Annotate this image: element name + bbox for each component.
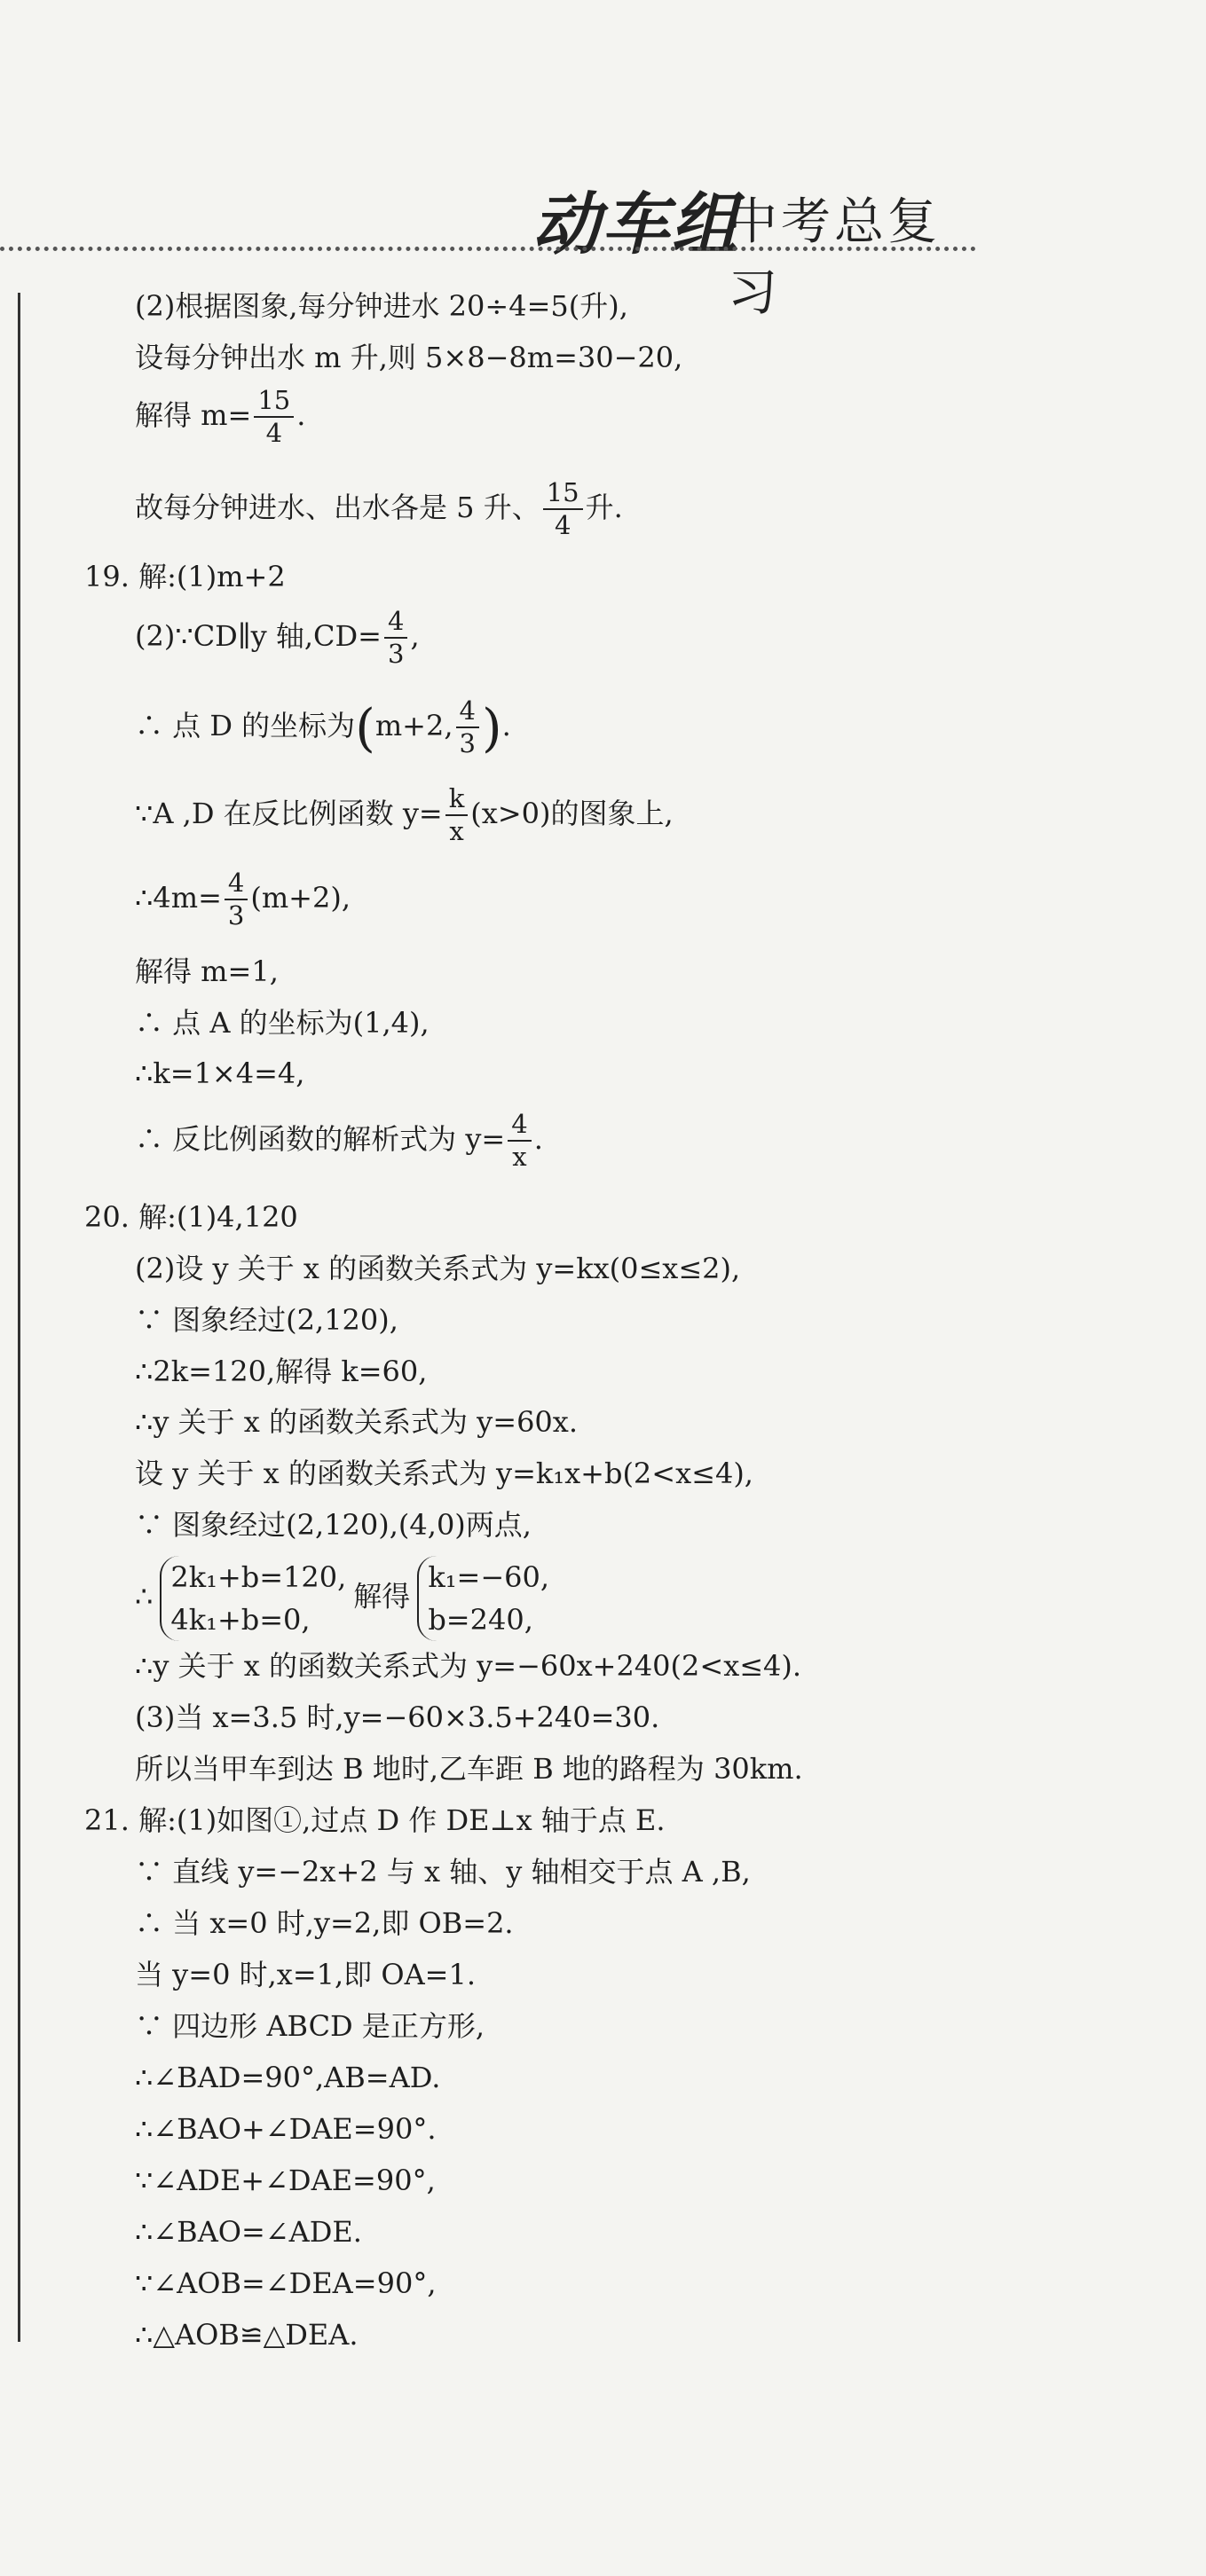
fraction-denominator: 4	[265, 418, 283, 449]
fraction-numerator: 15	[543, 479, 583, 510]
left-paren: (	[355, 697, 375, 758]
line-text: ∴y 关于 x 的函数关系式为 y=−60x+240(2<x≤4).	[135, 1649, 802, 1683]
text-line	[135, 1405, 579, 1439]
text-line	[135, 1855, 751, 1889]
fraction	[543, 479, 583, 540]
line-text: (3)当 x=3.5 时,y=−60×3.5+240=30.	[135, 1700, 660, 1734]
line-text: 解得 m=1,	[135, 954, 279, 988]
line-text: ∴∠BAD=90°,AB=AD.	[135, 2061, 441, 2094]
line-text: ∴∠BAO=∠ADE.	[135, 2215, 362, 2249]
header-brand: 动车组	[532, 185, 740, 263]
line-middle: 解得	[353, 1579, 411, 1614]
text-line	[135, 343, 682, 372]
equation-solution	[417, 1556, 549, 1641]
equation: b=240,	[428, 1603, 533, 1637]
line-text: ∴2k=120,解得 k=60,	[135, 1355, 428, 1388]
text-line	[135, 1056, 305, 1090]
line-suffix: ,	[410, 618, 420, 653]
line-text: ∴△AOB≌△DEA.	[135, 2318, 359, 2352]
text-line	[135, 1752, 803, 1786]
text-line	[84, 562, 286, 591]
line-text: ∴ 点 A 的坐标为(1,4),	[135, 1006, 430, 1040]
line-text: ∵∠AOB=∠DEA=90°,	[135, 2266, 437, 2300]
fraction-numerator: k	[445, 785, 469, 816]
right-paren: )	[481, 697, 502, 758]
text-line	[135, 289, 628, 323]
line-text: ∵ 四边形 ABCD 是正方形,	[135, 2009, 485, 2043]
text-line	[135, 1459, 753, 1488]
fraction	[445, 785, 469, 846]
fraction-denominator: x	[512, 1142, 527, 1173]
equation: 2k₁+b=120,	[170, 1560, 347, 1594]
text-line	[135, 1111, 543, 1172]
line-suffix: .	[533, 1121, 543, 1156]
fraction-numerator: 4	[456, 697, 479, 728]
line-text: ∴ 当 x=0 时,y=2,即 OB=2.	[135, 1906, 514, 1940]
text-line	[84, 1200, 298, 1234]
line-text: ∴y 关于 x 的函数关系式为 y=60x.	[135, 1405, 579, 1439]
line-middle: m+2,	[374, 708, 453, 742]
text-line	[135, 1254, 740, 1283]
text-line	[135, 1357, 427, 1386]
left-margin-rule	[18, 293, 20, 2342]
text-line	[135, 479, 623, 540]
line-suffix: .	[296, 397, 306, 432]
line-text: 所以当甲车到达 B 地时,乙车距 B 地的路程为 30km.	[135, 1752, 803, 1786]
text-line	[135, 1006, 430, 1040]
line-text: ∴∠BAO+∠DAE=90°.	[135, 2112, 437, 2146]
line-prefix: ∴4m=	[135, 880, 222, 915]
line-text: ∴k=1×4=4,	[135, 1056, 305, 1090]
text-line	[135, 1556, 556, 1641]
text-line	[135, 2009, 485, 2043]
text-line	[135, 1508, 532, 1542]
text-line	[135, 1303, 398, 1337]
line-text: 21. 解:(1)如图①,过点 D 作 DE⊥x 轴于点 E.	[84, 1803, 666, 1837]
text-line	[135, 2166, 436, 2195]
equation-system	[160, 1556, 346, 1641]
fraction-numerator: 4	[508, 1111, 531, 1142]
fraction-numerator: 15	[254, 387, 294, 418]
line-text: 设 y 关于 x 的函数关系式为 y=k₁x+b(2<x≤4),	[135, 1457, 753, 1490]
line-text: ∵ 直线 y=−2x+2 与 x 轴、y 轴相交于点 A ,B,	[135, 1855, 751, 1889]
text-line	[135, 387, 305, 448]
text-line	[84, 1803, 666, 1837]
fraction-numerator: 4	[225, 869, 248, 900]
fraction-denominator: 3	[459, 728, 476, 759]
fraction	[508, 1111, 531, 1172]
text-line	[135, 869, 351, 931]
text-line	[135, 1649, 802, 1683]
line-text: (2)设 y 关于 x 的函数关系式为 y=kx(0≤x≤2),	[135, 1252, 741, 1285]
fraction	[254, 387, 294, 448]
line-text: 19. 解:(1)m+2	[84, 560, 286, 593]
line-prefix: (2)∵CD∥y 轴,CD=	[135, 618, 382, 653]
line-suffix: .	[501, 708, 511, 742]
text-line	[135, 785, 674, 846]
text-line	[135, 2215, 362, 2249]
text-line	[135, 2266, 437, 2300]
line-text: 设每分钟出水 m 升,则 5×8−8m=30−20,	[135, 341, 683, 374]
line-suffix: (x>0)的图象上,	[470, 796, 674, 830]
text-line	[135, 2063, 440, 2092]
line-prefix: ∴	[135, 1579, 154, 1614]
fraction-numerator: 4	[384, 608, 407, 639]
fraction	[456, 697, 479, 758]
line-text: ∵∠ADE+∠DAE=90°,	[135, 2164, 436, 2197]
header-title: 中考总复习	[728, 193, 941, 322]
text-line	[135, 697, 511, 758]
fraction	[384, 608, 407, 669]
line-prefix: 解得 m=	[135, 397, 252, 432]
fraction-denominator: 3	[388, 639, 405, 670]
fraction-denominator: x	[449, 816, 464, 847]
text-line	[135, 608, 420, 669]
equation: k₁=−60,	[428, 1560, 550, 1594]
equation: 4k₁+b=0,	[170, 1603, 311, 1637]
header-dotted-divider	[0, 247, 976, 251]
line-prefix: ∵A ,D 在反比例函数 y=	[135, 796, 443, 830]
text-line	[135, 1906, 514, 1940]
fraction-denominator: 4	[554, 510, 571, 541]
text-line	[135, 1700, 660, 1734]
fraction	[225, 869, 248, 931]
line-text: 当 y=0 时,x=1,即 OA=1.	[135, 1958, 477, 1991]
line-text: (2)根据图象,每分钟进水 20÷4=5(升),	[135, 289, 628, 323]
text-line	[135, 954, 279, 988]
line-suffix: 升.	[585, 490, 623, 524]
line-prefix: ∴ 反比例函数的解析式为 y=	[135, 1121, 506, 1156]
line-text: 20. 解:(1)4,120	[84, 1200, 298, 1234]
line-text: ∵ 图象经过(2,120),	[135, 1303, 398, 1337]
line-suffix: (m+2),	[250, 880, 351, 915]
line-prefix: ∴ 点 D 的坐标为	[135, 708, 356, 742]
text-line	[135, 2318, 359, 2352]
fraction-denominator: 3	[227, 900, 245, 931]
line-text: ∵ 图象经过(2,120),(4,0)两点,	[135, 1508, 532, 1542]
text-line	[135, 2112, 437, 2146]
line-prefix: 故每分钟进水、出水各是 5 升、	[135, 490, 540, 524]
text-line	[135, 1960, 476, 1989]
